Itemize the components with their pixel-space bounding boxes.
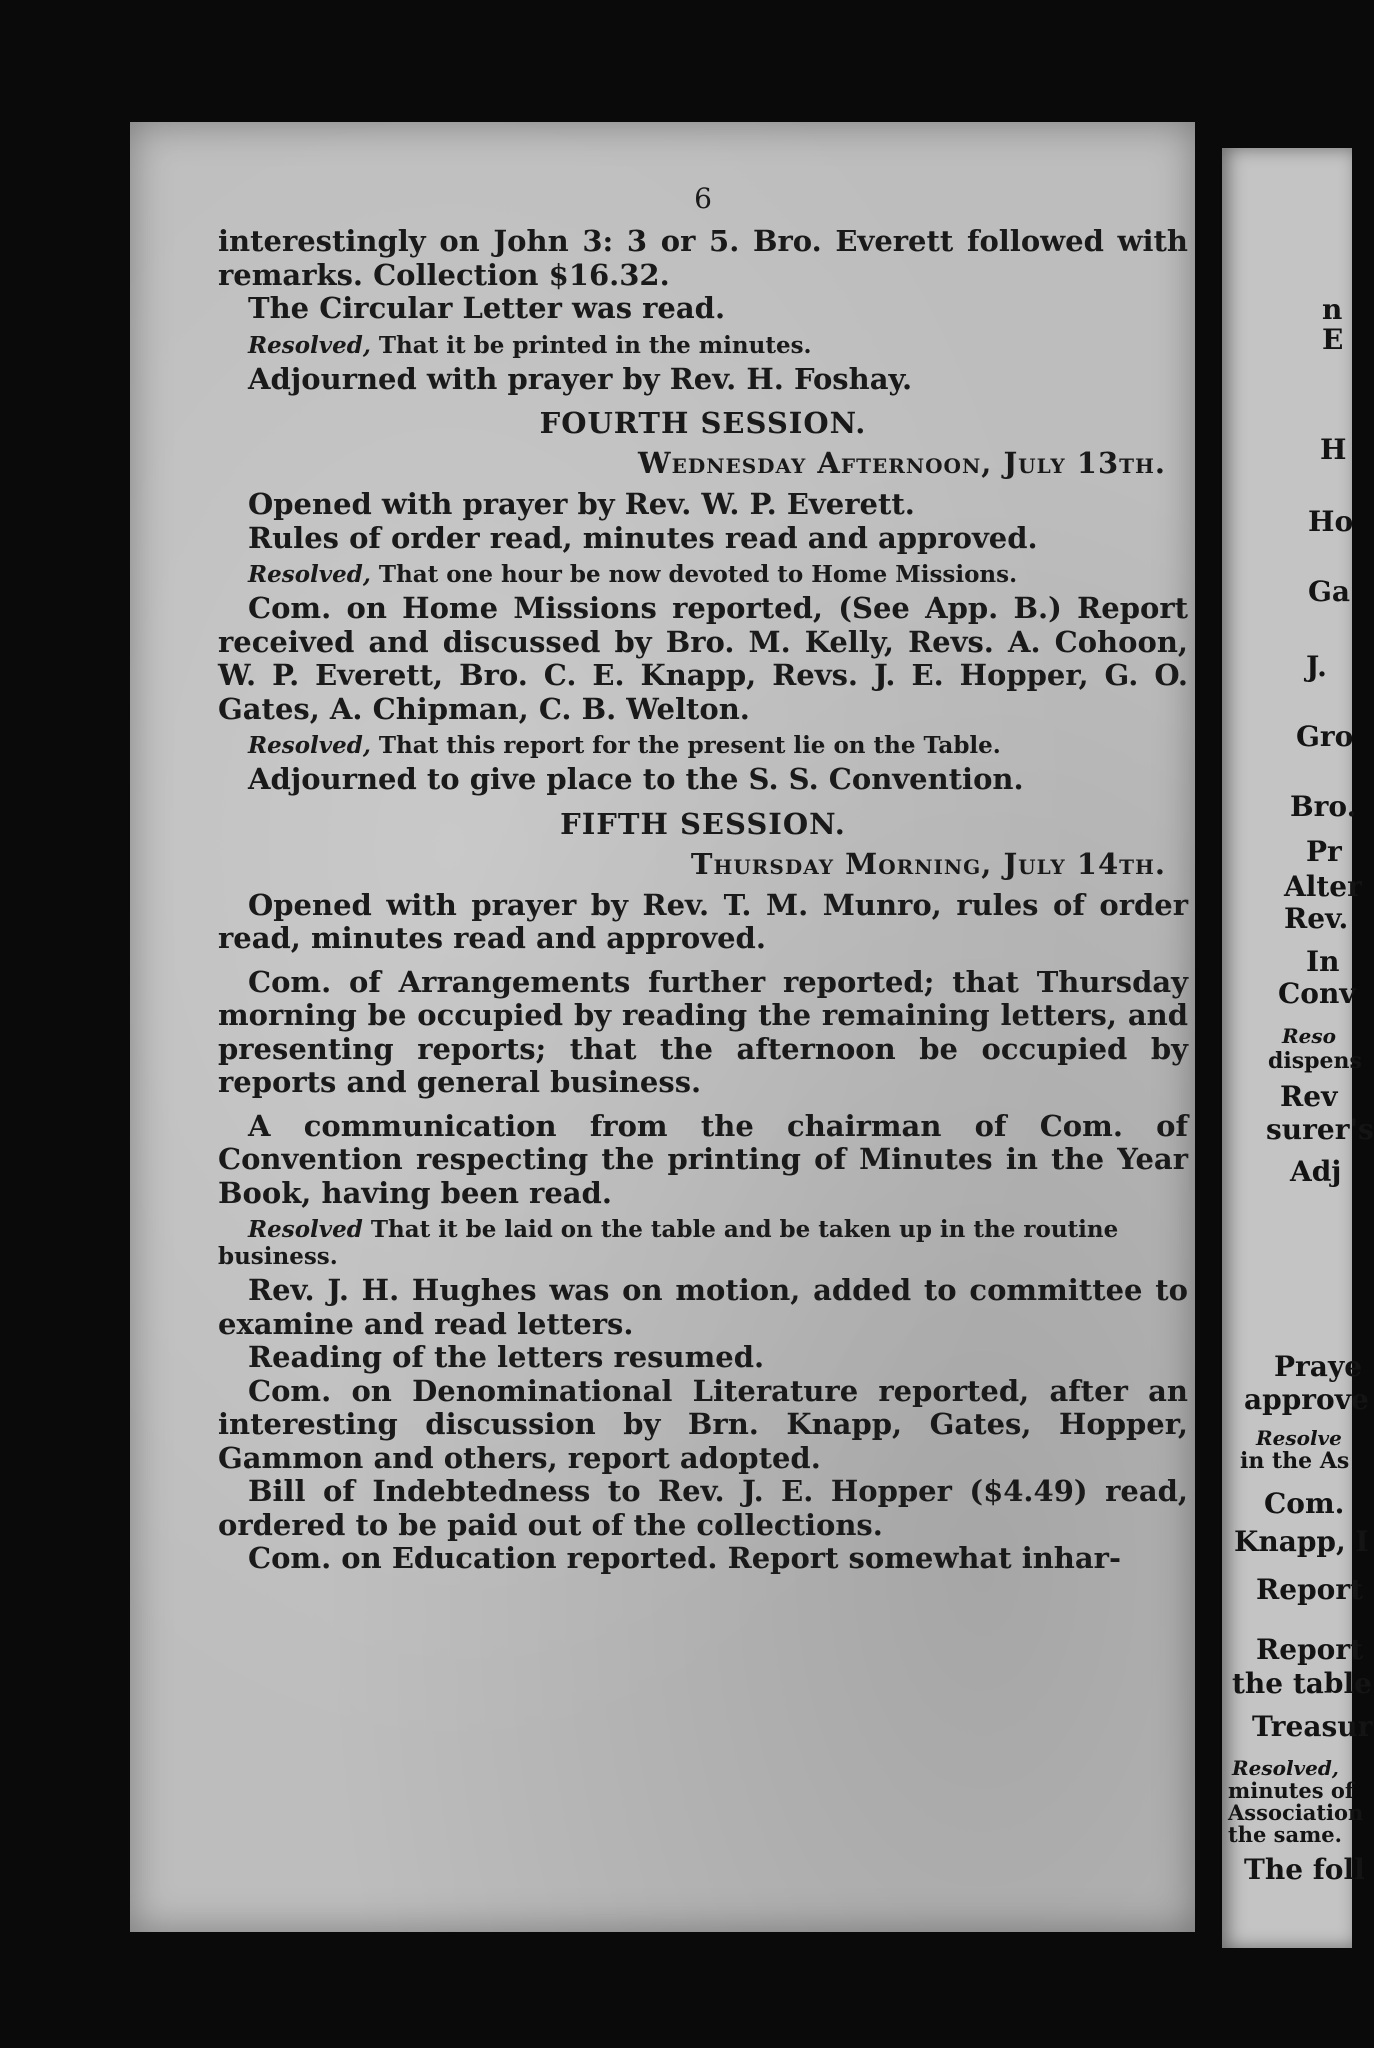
paragraph: The Circular Letter was read. xyxy=(248,291,726,325)
right-page-fragment: approve xyxy=(1244,1383,1369,1416)
paragraph: A communication from the chairman of Com. of Convention respecting the printing of Minutes in the Year Book, having been read. xyxy=(218,1108,1188,1210)
paragraph: Rev. J. H. Hughes was on motion, added to committee to examine and read letters. xyxy=(218,1273,1188,1341)
right-page-fragment: Report xyxy=(1256,1573,1364,1606)
paragraph: Com. on Denominational Literature reported, after an interesting discussion by Brn. Knapp, Gates, Hopper, Gammon and others, report adopted. xyxy=(218,1373,1188,1475)
right-page-fragment: dispens xyxy=(1268,1048,1362,1074)
right-page-fragment: Gro xyxy=(1296,720,1354,753)
right-page-fragment: J. xyxy=(1306,650,1327,683)
right-page-fragment: E xyxy=(1322,323,1344,356)
paragraph: Com. on Education reported. Report somewhat inhar- xyxy=(248,1541,1121,1575)
right-page-fragment: surer's xyxy=(1266,1113,1374,1146)
right-page-fragment: Alter xyxy=(1284,870,1362,903)
right-page-fragment: Bro. xyxy=(1290,790,1357,823)
paragraph: interestingly on John 3: 3 or 5. Bro. Everett followed with remarks. Collection $16.32. xyxy=(218,224,1188,292)
right-page-fragment: The foll xyxy=(1244,1853,1365,1886)
right-page-fragment: Ho xyxy=(1308,505,1354,538)
paragraph: Reading of the letters resumed. xyxy=(248,1340,765,1374)
right-page-fragment: Association xyxy=(1228,1800,1364,1825)
resolution xyxy=(218,561,1188,588)
right-page-fragment: the same. xyxy=(1228,1822,1342,1847)
right-page-fragment: Praye xyxy=(1274,1350,1363,1383)
paragraph: Com. on Home Missions reported, (See App. B.) Report received and discussed by Bro. M. Kelly, Revs. A. Cohoon, W. P. Everett, Bro. C. E. Knapp, Revs. J. E. Hopper, G. O. Gates, A. Chipman, C. B. Welton. xyxy=(218,591,1188,726)
right-page-fragment: Ga xyxy=(1308,575,1351,608)
page-text xyxy=(218,182,1188,1576)
paragraph: Opened with prayer by Rev. W. P. Everett. xyxy=(248,487,915,521)
page-number: 6 xyxy=(694,182,712,215)
right-page-fragment: Resolve xyxy=(1256,1426,1342,1450)
resolved-label: Resolved, xyxy=(248,331,371,359)
paragraph: Com. of Arrangements further reported; that Thursday morning be occupied by reading the remaining letters, and presenting reports; that the afternoon be occupied by reports and general business. xyxy=(218,964,1188,1099)
right-page-fragment: minutes of xyxy=(1228,1778,1354,1803)
resolved-label: Resolved, xyxy=(248,561,371,588)
right-page-fragment: n xyxy=(1322,293,1343,326)
paragraph: Adjourned to give place to the S. S. Convention. xyxy=(248,762,1024,796)
session-date: Wednesday Afternoon, July 13th. xyxy=(638,446,1166,480)
right-page-fragment: Conv xyxy=(1278,977,1356,1010)
resolved-label: Resolved, xyxy=(248,732,371,759)
right-page-fragment: Reso xyxy=(1282,1024,1336,1048)
right-page-fragment: Rev. xyxy=(1284,902,1349,935)
right-page-fragment: Pr xyxy=(1306,835,1342,868)
right-page-fragment: Knapp, I xyxy=(1234,1525,1369,1558)
resolution xyxy=(218,332,1188,359)
paragraph: Opened with prayer by Rev. T. M. Munro, rules of order read, minutes read and approved. xyxy=(218,887,1188,955)
right-page-fragment: Com. xyxy=(1264,1487,1345,1520)
right-page-fragment: Treasur xyxy=(1252,1710,1373,1743)
resolution xyxy=(218,1216,1188,1270)
resolution-text: That this report for the present lie on the Table. xyxy=(370,732,1001,759)
paragraph: Rules of order read, minutes read and approved. xyxy=(248,520,1038,555)
resolution-text: That one hour be now devoted to Home Missions. xyxy=(370,561,1018,588)
right-page-fragment: in the As xyxy=(1240,1448,1350,1474)
resolution-text: That it be laid on the table and be taken up in the routine business. xyxy=(218,1216,1119,1270)
right-page-fragment: Rev xyxy=(1280,1080,1338,1113)
right-page-edge xyxy=(1222,148,1374,1948)
right-page-fragment: Adj xyxy=(1290,1155,1342,1188)
resolution xyxy=(218,732,1188,759)
paragraph: Bill of Indebtedness to Rev. J. E. Hopper ($4.49) read, ordered to be paid out of the collections. xyxy=(218,1474,1188,1542)
paragraph: Adjourned with prayer by Rev. H. Foshay. xyxy=(248,361,913,396)
right-page-fragment: In xyxy=(1306,945,1340,978)
right-page-fragment: Resolved, xyxy=(1232,1756,1339,1780)
section-heading: FOURTH SESSION. xyxy=(539,406,867,440)
resolution-text: That it be printed in the minutes. xyxy=(370,331,812,359)
section-heading: FIFTH SESSION. xyxy=(560,806,846,841)
right-page-fragment: H xyxy=(1320,433,1347,466)
left-page xyxy=(130,122,1195,1932)
resolved-label: Resolved xyxy=(248,1216,363,1243)
right-page-fragment: the table xyxy=(1232,1667,1372,1700)
right-page-fragment: Report xyxy=(1256,1633,1364,1666)
session-date: Thursday Morning, July 14th. xyxy=(690,846,1166,881)
